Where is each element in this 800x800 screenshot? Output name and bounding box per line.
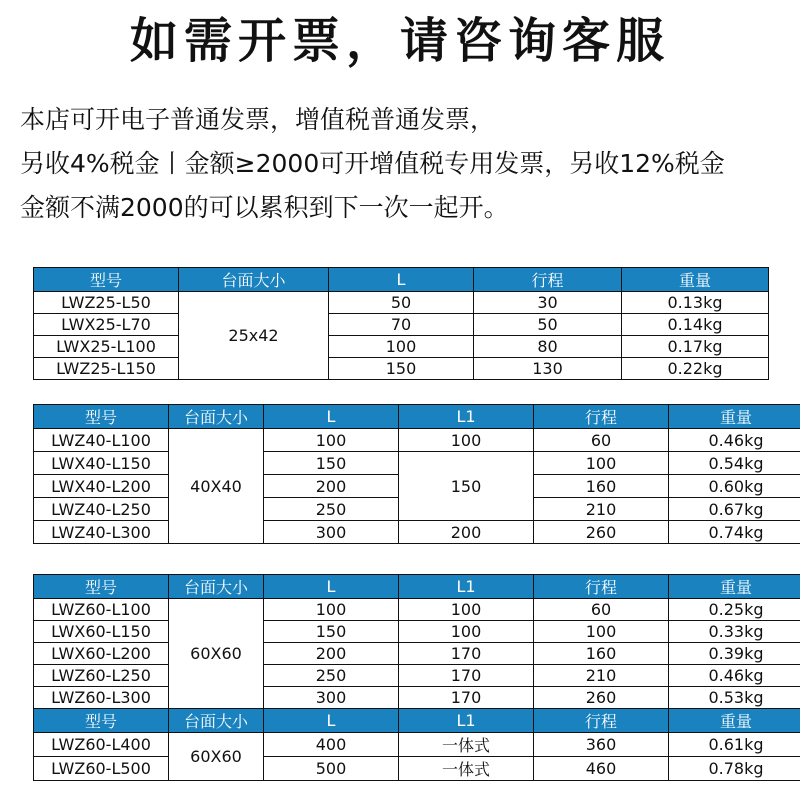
cell-model: LWZ60-L400 [34,733,169,757]
cell-l: 200 [264,643,399,665]
spec-table-25 [33,267,769,380]
cell-model: LWX40-L200 [34,475,169,498]
cell-model: LWZ25-L150 [34,358,179,380]
cell-model: LWX25-L70 [34,314,179,336]
header-stroke: 行程 [534,405,669,429]
table-row [34,292,769,314]
cell-model: LWX40-L150 [34,452,169,475]
cell-weight: 0.53kg [669,687,800,709]
cell-l: 300 [264,521,399,544]
cell-l1: 100 [399,621,534,643]
table-row [34,687,800,709]
cell-weight: 0.39kg [669,643,800,665]
cell-model: LWX25-L100 [34,336,179,358]
cell-stroke: 360 [534,733,669,757]
cell-model: LWZ60-L500 [34,757,169,781]
header-model: 型号 [34,268,179,292]
cell-model: LWZ40-L100 [34,429,169,452]
table-row [34,733,800,757]
cell-model: LWZ60-L300 [34,687,169,709]
header-model: 型号 [34,709,169,733]
cell-l1: 一体式 [399,757,534,781]
cell-stroke: 260 [534,521,669,544]
cell-l: 100 [264,599,399,621]
cell-l1: 一体式 [399,733,534,757]
cell-weight: 0.46kg [669,429,800,452]
cell-stroke: 60 [534,599,669,621]
header-l: L [264,575,399,599]
cell-l1: 200 [399,521,534,544]
cell-l: 250 [264,498,399,521]
cell-stroke: 30 [474,292,622,314]
cell-stroke: 100 [534,452,669,475]
cell-stroke: 160 [534,643,669,665]
cell-model: LWX60-L150 [34,621,169,643]
note-line-1: 本店可开电子普通发票，增值税普通发票， [20,105,496,134]
header-weight: 重量 [669,575,800,599]
table-row [34,358,769,380]
cell-l: 150 [264,452,399,475]
header-l1: L1 [399,405,534,429]
cell-model: LWX60-L200 [34,643,169,665]
header-size: 台面大小 [169,405,264,429]
table-row [34,621,800,643]
cell-weight: 0.25kg [669,599,800,621]
table-row [34,599,800,621]
cell-l: 70 [329,314,474,336]
table-row [34,429,800,452]
cell-l1: 170 [399,687,534,709]
cell-stroke: 210 [534,498,669,521]
cell-stroke: 100 [534,621,669,643]
cell-stroke: 260 [534,687,669,709]
cell-model: LWZ60-L250 [34,665,169,687]
page-title: 如需开票，请咨询客服 [129,13,670,69]
cell-weight: 0.74kg [669,521,800,544]
cell-weight: 0.78kg [669,757,800,781]
cell-model: LWZ40-L250 [34,498,169,521]
cell-l: 500 [264,757,399,781]
cell-model: LWZ60-L100 [34,599,169,621]
note-line-2: 另收4%税金丨金额≥2000可开增值税专用发票，另收12%税金 [20,149,725,178]
cell-stroke: 210 [534,665,669,687]
table-row [34,452,800,475]
cell-l1: 170 [399,643,534,665]
cell-l1: 100 [399,599,534,621]
header-l1: L1 [399,575,534,599]
table-row [34,643,800,665]
cell-l: 400 [264,733,399,757]
table-row [34,665,800,687]
header-size: 台面大小 [169,709,264,733]
header-model: 型号 [34,575,169,599]
cell-size: 40X40 [169,429,264,544]
cell-stroke: 80 [474,336,622,358]
cell-stroke: 160 [534,475,669,498]
header-weight: 重量 [669,709,800,733]
table-row [34,757,800,781]
cell-weight: 0.13kg [622,292,769,314]
cell-weight: 0.33kg [669,621,800,643]
cell-weight: 0.60kg [669,475,800,498]
cell-weight: 0.61kg [669,733,800,757]
cell-l: 200 [264,475,399,498]
header-l: L [264,709,399,733]
cell-weight: 0.46kg [669,665,800,687]
header-size: 台面大小 [179,268,329,292]
cell-l1: 100 [399,429,534,452]
header-l1: L1 [399,709,534,733]
header-weight: 重量 [669,405,800,429]
table-row [34,314,769,336]
table-header-row [34,405,800,429]
cell-model: LWZ25-L50 [34,292,179,314]
cell-size: 60X60 [169,733,264,781]
cell-weight: 0.54kg [669,452,800,475]
cell-stroke: 60 [534,429,669,452]
invoice-notes [20,98,790,230]
header-stroke: 行程 [534,709,669,733]
cell-model: LWZ40-L300 [34,521,169,544]
table-row [34,521,800,544]
header-weight: 重量 [622,268,769,292]
cell-size: 25x42 [179,292,329,380]
cell-stroke: 460 [534,757,669,781]
cell-l: 300 [264,687,399,709]
cell-l: 100 [329,336,474,358]
cell-weight: 0.17kg [622,336,769,358]
cell-l: 100 [264,429,399,452]
table-header-row [34,575,800,599]
cell-weight: 0.14kg [622,314,769,336]
header-l: L [264,405,399,429]
cell-l1: 170 [399,665,534,687]
table-row [34,336,769,358]
cell-l: 150 [329,358,474,380]
cell-stroke: 50 [474,314,622,336]
header-l: L [329,268,474,292]
header-stroke: 行程 [534,575,669,599]
cell-weight: 0.67kg [669,498,800,521]
cell-stroke: 130 [474,358,622,380]
spec-table-60 [33,574,800,781]
header-size: 台面大小 [169,575,264,599]
cell-weight: 0.22kg [622,358,769,380]
cell-l1: 150 [399,452,534,521]
cell-l: 50 [329,292,474,314]
cell-l: 150 [264,621,399,643]
note-line-3: 金额不满2000的可以累积到下一次一起开。 [20,193,509,222]
cell-l: 250 [264,665,399,687]
header-stroke: 行程 [474,268,622,292]
table-header-row [34,268,769,292]
cell-size: 60X60 [169,599,264,709]
header-model: 型号 [34,405,169,429]
table-header-row [34,709,800,733]
spec-table-40 [33,404,800,544]
